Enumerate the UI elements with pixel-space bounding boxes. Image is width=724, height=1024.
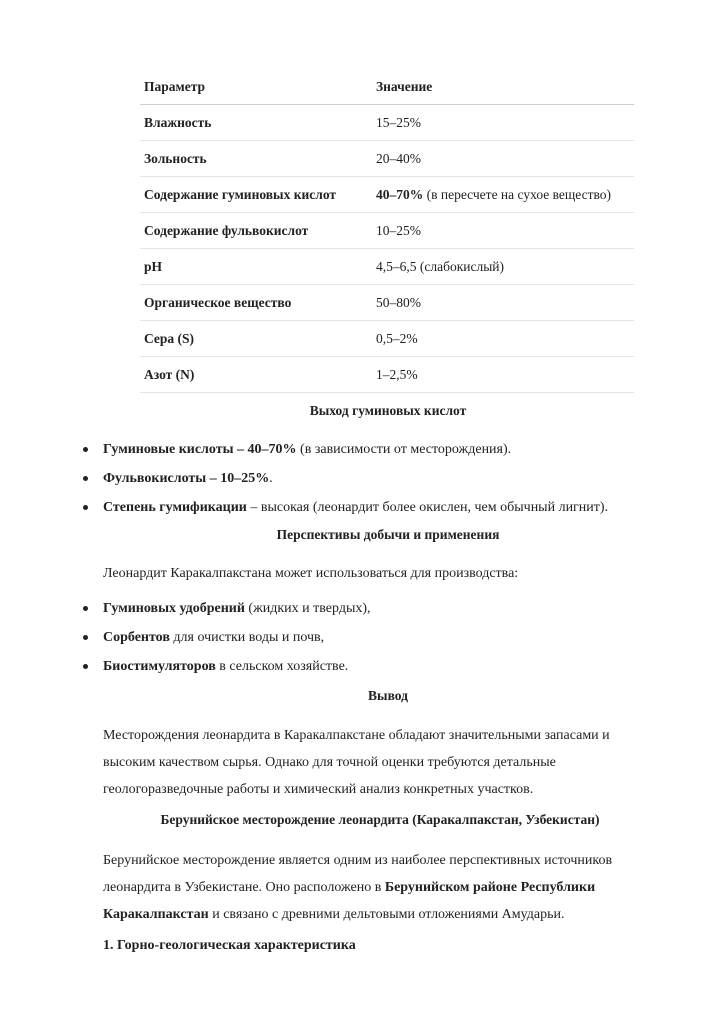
list-item-bold: Гуминовые кислоты – 40–70% (103, 442, 297, 457)
list-item-bold: Фульвокислоты – 10–25% (103, 471, 270, 486)
param-value: 1–2,5% (372, 357, 634, 393)
list-item (80, 652, 371, 681)
list-item-bold: Сорбентов (103, 630, 170, 645)
header-parameter: Параметр (140, 70, 372, 105)
table-row (140, 357, 634, 393)
list-item (80, 464, 608, 493)
param-name: Зольность (140, 141, 372, 177)
param-name: pH (140, 249, 372, 285)
param-name: Органическое вещество (140, 285, 372, 321)
table-row (140, 105, 634, 141)
param-value: 4,5–6,5 (слабокислый) (372, 249, 634, 285)
table-row (140, 285, 634, 321)
parameters-table (140, 70, 634, 393)
param-value: 15–25% (372, 105, 634, 141)
beruni-paragraph (103, 847, 663, 928)
list-item (80, 493, 608, 522)
yield-heading: Выход гуминовых кислот (309, 403, 467, 418)
table-row (140, 249, 634, 285)
list-item-text: (в зависимости от месторождения). (296, 442, 512, 457)
prospects-list (80, 594, 371, 681)
prospects-intro: Леонардит Каракалпакстана может использоваться для производства: (103, 566, 519, 581)
table-row (140, 141, 634, 177)
param-value-bold: 40–70% (376, 186, 424, 202)
list-item-text: в сельском хозяйстве. (215, 659, 349, 674)
table-row (140, 321, 634, 357)
conclusion-paragraph: Месторождения леонардита в Каракалпакстане обладают значительными запасами и высоким качеством сырья. Однако для точной оценки требуются детальные геологоразведочные работы и химический анализ конкретных участков. (103, 728, 610, 797)
beruni-text-end: и связано с древними дельтовыми отложениями Амударьи. (208, 907, 565, 922)
list-item (80, 623, 371, 652)
table-row (140, 213, 634, 249)
list-item-bold: Степень гумификации (103, 500, 247, 515)
param-value: 10–25% (372, 213, 634, 249)
list-item-text: (жидких и твердых), (244, 601, 371, 616)
beruni-text-start: Берунийское месторождение является одним из наиболее перспективных источников леонардита в Узбекистане. Оно расположено в (103, 853, 613, 895)
list-item-bold: Биостимуляторов (103, 659, 216, 674)
list-item (80, 594, 371, 623)
geology-subheading: 1. Горно-геологическая характеристика (103, 938, 356, 953)
param-name: Сера (S) (140, 321, 372, 357)
list-item (80, 435, 608, 464)
conclusion-heading: Вывод (368, 688, 408, 703)
param-value: 0,5–2% (372, 321, 634, 357)
table-header-row (140, 70, 634, 105)
param-value: 50–80% (372, 285, 634, 321)
prospects-heading: Перспективы добычи и применения (276, 527, 500, 542)
table-row (140, 177, 634, 213)
param-name: Азот (N) (140, 357, 372, 393)
list-item-text: . (269, 471, 273, 486)
list-item-bold: Гуминовых удобрений (103, 601, 245, 616)
param-name: Содержание фульвокислот (140, 213, 372, 249)
yield-list (80, 435, 608, 522)
beruni-heading: Берунийское месторождение леонардита (Каракалпакстан, Узбекистан) (160, 812, 600, 827)
beruni-text-bold: Берунийском районе Республики Каракалпакстан (103, 880, 596, 922)
param-value-note: (в пересчете на сухое вещество) (423, 186, 612, 202)
list-item-text: для очистки воды и почв, (169, 630, 325, 645)
header-value: Значение (372, 70, 634, 105)
param-value: 20–40% (372, 141, 634, 177)
param-name: Содержание гуминовых кислот (140, 177, 372, 213)
param-name: Влажность (140, 105, 372, 141)
param-value (372, 177, 634, 213)
list-item-text: – высокая (леонардит более окислен, чем обычный лигнит). (246, 500, 609, 515)
